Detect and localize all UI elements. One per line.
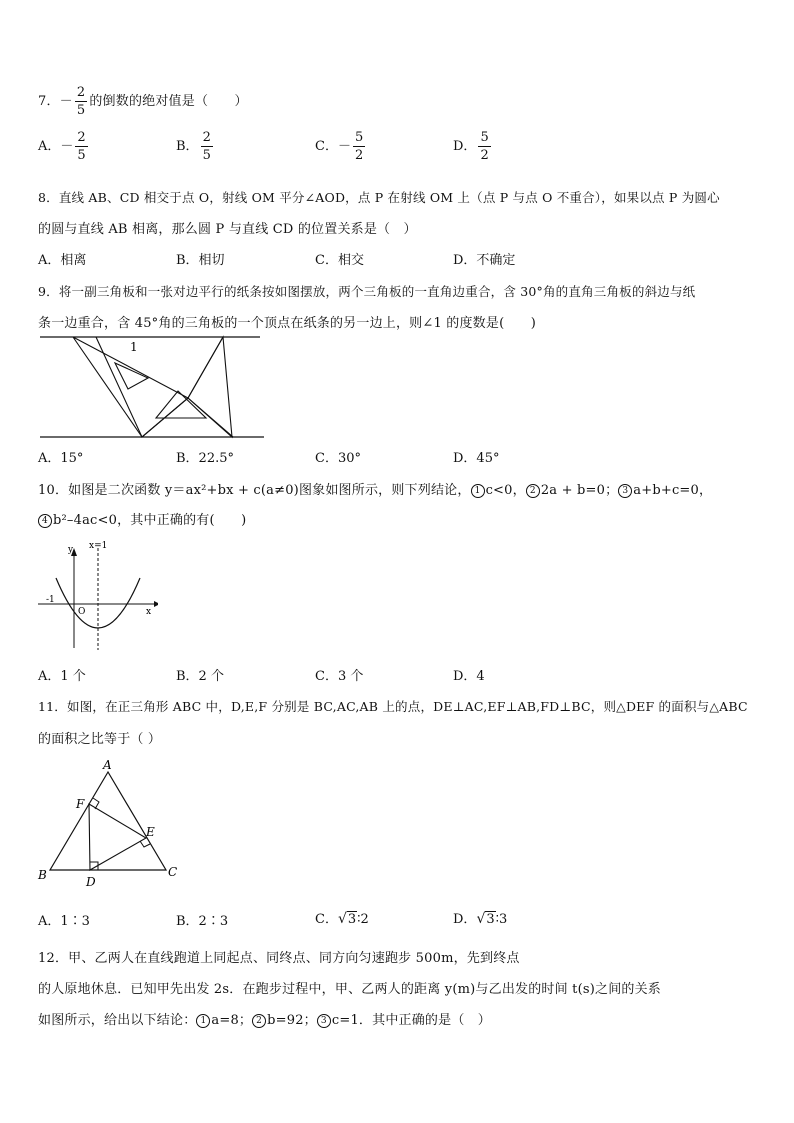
triangle-def xyxy=(89,804,146,870)
q7-option-a[interactable] xyxy=(38,131,90,162)
option-label: B． xyxy=(176,139,199,154)
angle-1-label: 1 xyxy=(130,340,138,354)
sqrt-symbol: √3 xyxy=(476,911,495,927)
vertex-a-label: A xyxy=(103,758,112,772)
option-sign: － xyxy=(337,139,351,154)
q10-conclusion-2: 2a + b=0； xyxy=(540,483,619,498)
q7-number: 7． xyxy=(38,94,60,109)
q10-option-b[interactable]: B．2 个 xyxy=(176,669,224,684)
vertex-b-label: B xyxy=(38,868,47,882)
q11-option-b[interactable]: B．2∶3 xyxy=(176,914,229,929)
q8-option-a[interactable]: A．相离 xyxy=(38,253,87,268)
q9-line-1: 9．将一副三角板和一张对边平行的纸条按如图摆放，两个三角板的一直角边重合，含 30°角的直角三角板的斜边与纸 xyxy=(38,284,696,299)
option-fraction xyxy=(353,131,365,162)
radicand: 3 xyxy=(486,912,495,927)
q12-conclusion-1: a=8； xyxy=(211,1013,253,1028)
q10-line-2 xyxy=(38,509,246,528)
triangle-30-inner xyxy=(115,363,148,389)
q8-line-2: 的圆与直线 AB 相离，那么圆 P 与直线 CD 的位置关系是（ ） xyxy=(38,222,417,237)
q11-option-a[interactable]: A．1∶3 xyxy=(38,914,90,929)
option-numerator: 2 xyxy=(202,130,211,145)
option-denominator: 5 xyxy=(202,148,211,163)
option-denominator: 2 xyxy=(354,148,364,163)
vertex-c-label: C xyxy=(168,865,178,879)
q7-option-d[interactable] xyxy=(453,131,493,162)
q11-option-d[interactable] xyxy=(453,908,507,927)
option-numerator: 2 xyxy=(77,130,86,145)
q8-line-1: 8．直线 AB、CD 相交于点 O，射线 OM 平分∠AOD，点 P 在射线 OM 上（点 P 与点 O 不重合），如果以点 P 为圆心 xyxy=(38,190,720,205)
q10-line-1 xyxy=(38,479,712,498)
neg-one-label: -1 xyxy=(46,595,55,605)
triangle-45-side xyxy=(188,337,232,437)
vertex-e-label: E xyxy=(146,825,155,839)
q7-fraction-numerator: 2 xyxy=(76,85,86,100)
q8-option-b[interactable]: B．相切 xyxy=(176,253,225,268)
q10-stem: 10．如图是二次函数 y＝ax²+bx + c(a≠0)图象如图所示，则下列结论， xyxy=(38,483,471,498)
option-numerator: 5 xyxy=(480,130,489,145)
q7-option-c[interactable] xyxy=(315,131,367,162)
circled-number: 2 xyxy=(252,1014,266,1028)
q7-fraction-denominator: 5 xyxy=(76,103,86,118)
symmetry-axis-label: x=1 xyxy=(89,541,108,551)
circled-number: 1 xyxy=(196,1014,210,1028)
q12-conclusion-3: c=1．其中正确的是（ ） xyxy=(331,1013,491,1028)
q7-option-b[interactable] xyxy=(176,131,215,162)
q10-option-c[interactable]: C．3 个 xyxy=(315,669,364,684)
q10-conclusion-4: b²–4ac<0，其中正确的有( ) xyxy=(53,513,247,528)
radicand: 3 xyxy=(347,912,357,927)
option-ratio: ∶2 xyxy=(357,912,369,927)
option-fraction xyxy=(201,131,213,162)
y-axis-label: y xyxy=(68,545,74,555)
q7-stem xyxy=(38,86,248,117)
x-axis-arrow xyxy=(154,601,158,607)
x-axis-label: x xyxy=(146,607,152,617)
circled-number: 3 xyxy=(317,1014,331,1028)
circled-number: 4 xyxy=(38,514,52,528)
circled-number: 1 xyxy=(471,484,485,498)
q10-parabola-graph xyxy=(38,538,158,658)
q9-option-a[interactable]: A．15° xyxy=(38,451,84,466)
q7-minus: － xyxy=(59,94,73,109)
q8-option-c[interactable]: C．相交 xyxy=(315,253,364,268)
q10-conclusion-3: a+b+c=0， xyxy=(633,483,713,498)
q9-option-b[interactable]: B．22.5° xyxy=(176,451,234,466)
q9-line-2: 条一边重合，含 45°角的三角板的一个顶点在纸条的另一边上，则∠1 的度数是( ) xyxy=(38,316,537,331)
q10-option-a[interactable]: A．1 个 xyxy=(38,669,86,684)
circled-number: 2 xyxy=(526,484,540,498)
q9-option-d[interactable]: D．45° xyxy=(453,451,500,466)
q10-conclusion-1: c<0， xyxy=(485,483,526,498)
q12-line-1: 12．甲、乙两人在直线跑道上同起点、同终点、同方向匀速跑步 500m，先到终点 xyxy=(38,951,520,966)
q11-line-1: 11．如图，在正三角形 ABC 中，D,E,F 分别是 BC,AC,AB 上的点，DE⊥AC,EF⊥AB,FD⊥BC，则△DEF 的面积与△ABC xyxy=(38,699,748,714)
circled-number: 3 xyxy=(618,484,632,498)
triangle-abc xyxy=(50,772,166,870)
q9-option-c[interactable]: C．30° xyxy=(315,451,361,466)
option-label: D． xyxy=(453,912,477,927)
vertex-d-label: D xyxy=(86,875,96,889)
sqrt-symbol: √3 xyxy=(337,911,357,927)
q12-stem: 如图所示，给出以下结论： xyxy=(38,1013,197,1028)
q12-line-3 xyxy=(38,1009,491,1028)
option-label: C． xyxy=(315,139,338,154)
q7-stem-text: 的倒数的绝对值是（ ） xyxy=(89,94,248,109)
q8-option-d[interactable]: D．不确定 xyxy=(453,253,516,268)
origin-label: O xyxy=(78,607,86,617)
option-ratio: ∶3 xyxy=(495,912,508,927)
right-angle-mark-e xyxy=(140,841,150,847)
vertex-f-label: F xyxy=(76,797,85,811)
option-numerator: 5 xyxy=(354,130,364,145)
option-fraction xyxy=(478,131,490,162)
option-denominator: 2 xyxy=(480,148,489,163)
q9-figure xyxy=(38,333,268,443)
q7-fraction xyxy=(75,86,87,117)
q11-triangle-figure xyxy=(36,758,186,890)
option-fraction xyxy=(75,131,87,162)
q11-option-c[interactable] xyxy=(315,908,369,927)
option-label: A． xyxy=(38,139,61,154)
option-denominator: 5 xyxy=(77,148,86,163)
q11-line-2: 的面积之比等于（ ） xyxy=(38,732,162,747)
option-label: C． xyxy=(315,912,338,927)
q12-conclusion-2: b=92； xyxy=(267,1013,317,1028)
q12-line-2: 的人原地休息．已知甲先出发 2s．在跑步过程中，甲、乙两人的距离 y(m)与乙出发的时间 t(s)之间的关系 xyxy=(38,982,661,997)
option-sign: － xyxy=(60,139,74,154)
option-label: D． xyxy=(453,139,477,154)
q10-option-d[interactable]: D．4 xyxy=(453,669,485,684)
